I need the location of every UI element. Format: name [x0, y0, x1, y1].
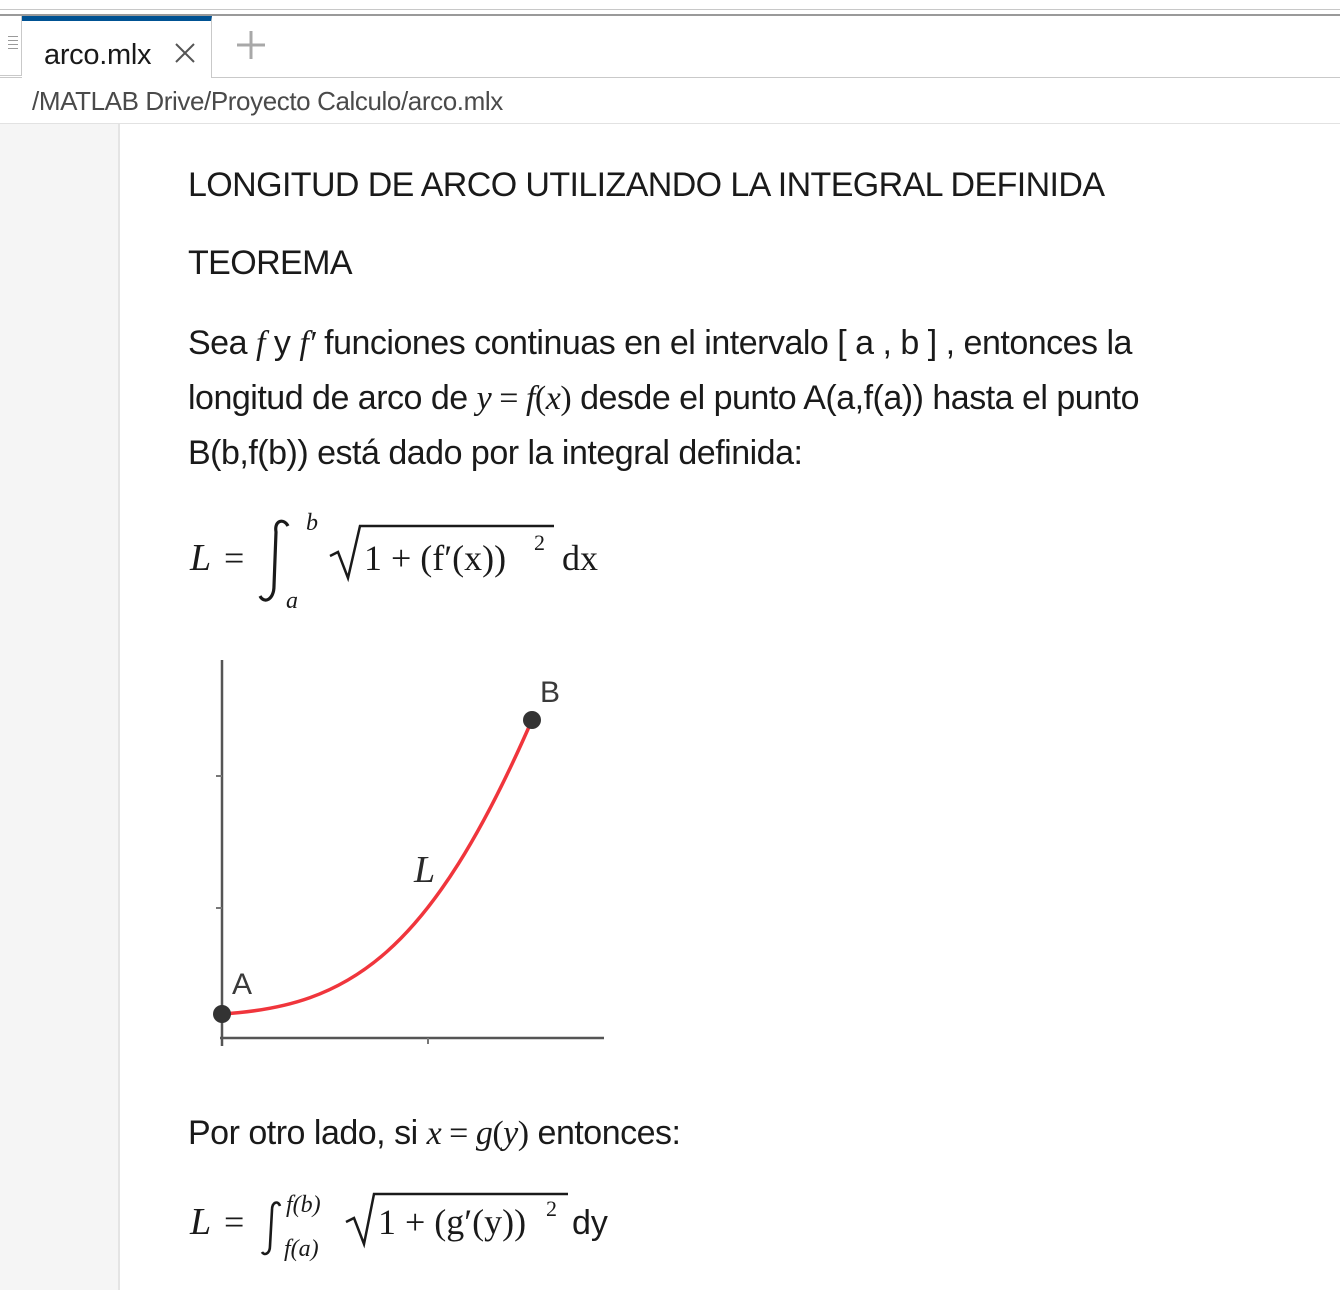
- formula-lhs: L: [190, 1201, 212, 1243]
- upper-limit: b: [306, 510, 318, 536]
- math-y: y: [476, 380, 492, 417]
- editor-gutter: [0, 124, 120, 1290]
- tab-bar-left-edge: [0, 16, 22, 76]
- file-path-bar: [0, 78, 1340, 124]
- close-icon[interactable]: [172, 40, 198, 66]
- drag-handle-icon[interactable]: [8, 36, 18, 58]
- math-f: f: [255, 325, 265, 362]
- point-b-marker: [523, 711, 541, 729]
- arc-length-formula-dy: [188, 1184, 648, 1274]
- arc-length-formula-dx: [188, 504, 648, 614]
- math-equals: =: [441, 1115, 476, 1152]
- point-b-label: B: [540, 676, 561, 709]
- math-f: f: [525, 380, 535, 417]
- point-a-label: A: [232, 968, 253, 1001]
- math-f-prime: f′: [299, 325, 316, 362]
- tab-label: arco.mlx: [44, 39, 152, 71]
- arc-curve: [222, 720, 532, 1014]
- theorem-line-3: B(b,f(b)) está dado por la integral definida:: [188, 434, 803, 472]
- new-tab-button[interactable]: [234, 28, 268, 62]
- radicand: 1 + (g′(y)): [378, 1202, 527, 1242]
- math-y: y: [503, 1115, 518, 1152]
- curve-label: L: [414, 849, 436, 891]
- math-g: g: [475, 1115, 493, 1152]
- formula-equals: =: [224, 1202, 245, 1242]
- math-equals: =: [491, 380, 526, 417]
- upper-limit: f(b): [286, 1192, 321, 1218]
- document-title: LONGITUD DE ARCO UTILIZANDO LA INTEGRAL DEFINIDA: [188, 166, 1105, 204]
- formula-lhs: L: [190, 537, 212, 579]
- window-top-edge: [0, 0, 1340, 16]
- theorem-line-2: [188, 371, 1298, 426]
- plus-icon: [234, 49, 268, 66]
- differential: dy: [572, 1204, 608, 1242]
- point-a-marker: [213, 1005, 231, 1023]
- text: desde el punto A(a,f(a)) hasta el punto: [571, 379, 1139, 417]
- theorem-line-1: [188, 316, 1298, 371]
- lower-limit: f(a): [284, 1236, 319, 1262]
- text: Por otro lado, si: [188, 1114, 427, 1152]
- radicand: 1 + (f′(x)): [364, 538, 507, 578]
- differential: dx: [562, 538, 598, 578]
- file-path: /MATLAB Drive/Proyecto Calculo/arco.mlx: [32, 86, 503, 116]
- theorem-paragraph: [188, 316, 1298, 480]
- editor-tab-bar: [0, 16, 1340, 78]
- math-x: x: [545, 380, 561, 417]
- section-heading: TEOREMA: [188, 244, 352, 282]
- text: Sea: [188, 324, 256, 362]
- math-paren: (: [534, 380, 546, 417]
- formula-equals: =: [224, 538, 245, 578]
- math-paren: ): [517, 1115, 529, 1152]
- integral-sign-icon: [260, 521, 288, 600]
- exponent: 2: [546, 1196, 557, 1221]
- text: y: [264, 324, 300, 362]
- live-script-document: [120, 124, 1340, 1290]
- integral-sign-icon: [262, 1203, 280, 1254]
- math-x: x: [426, 1115, 442, 1152]
- math-paren: (: [492, 1115, 504, 1152]
- math-paren: ): [560, 380, 572, 417]
- text: funciones continuas en el intervalo [ a , b ] , entonces la: [315, 324, 1132, 362]
- exponent: 2: [534, 530, 545, 555]
- tab-arco-mlx[interactable]: [22, 16, 212, 78]
- text: entonces:: [528, 1114, 681, 1152]
- inverse-function-paragraph: [188, 1114, 680, 1153]
- arc-length-figure: [210, 654, 610, 1054]
- lower-limit: a: [286, 588, 298, 614]
- text: longitud de arco de: [188, 379, 477, 417]
